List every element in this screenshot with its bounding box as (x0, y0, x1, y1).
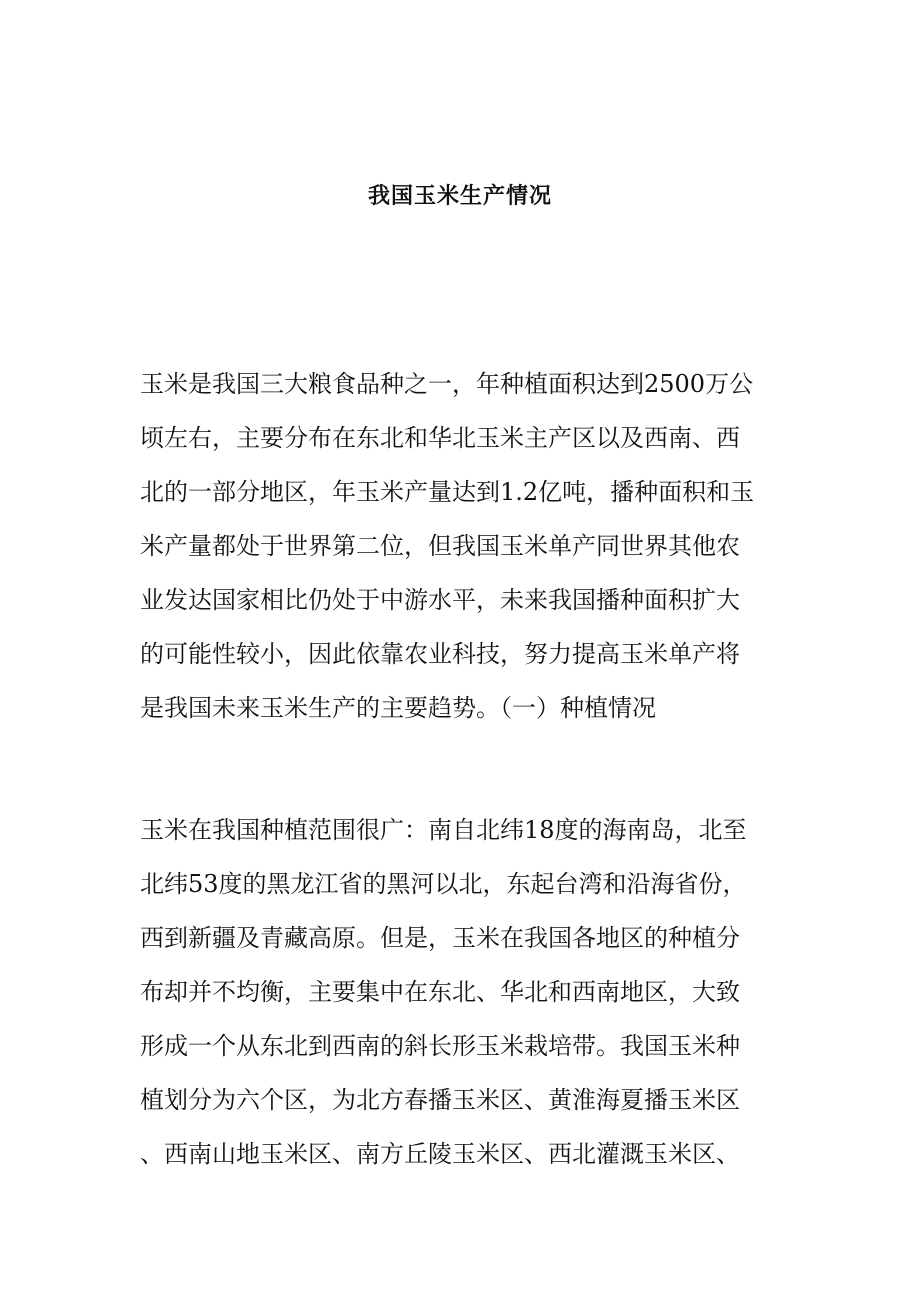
paragraph-line: 玉米在我国种植范围很广：南自北纬18度的海南岛，北至 (140, 816, 747, 844)
document-title: 我国玉米生产情况 (367, 183, 552, 209)
paragraph-line: 业发达国家相比仍处于中游水平，未来我国播种面积扩大 (140, 586, 740, 614)
paragraph-line: 是我国未来玉米生产的主要趋势。（一）种植情况 (140, 694, 656, 722)
paragraph-line: 植划分为六个区，为北方春播玉米区、黄淮海夏播玉米区 (140, 1086, 740, 1114)
paragraph-line: 顷左右，主要分布在东北和华北玉米主产区以及西南、西 (140, 424, 740, 452)
paragraph-line: 玉米是我国三大粮食品种之一，年种植面积达到2500万公 (140, 370, 754, 398)
paragraph-2 (140, 803, 780, 1181)
paragraph-line: 的可能性较小，因此依靠农业科技，努力提高玉米单产将 (140, 640, 740, 668)
paragraph-line: 西到新疆及青藏高原。但是，玉米在我国各地区的种植分 (140, 924, 740, 952)
paragraph-line: 北纬53度的黑龙江省的黑河以北，东起台湾和沿海省份， (140, 870, 747, 898)
paragraph-1 (140, 357, 780, 735)
paragraph-line: 米产量都处于世界第二位，但我国玉米单产同世界其他农 (140, 532, 740, 560)
paragraph-line: 布却并不均衡，主要集中在东北、华北和西南地区，大致 (140, 978, 740, 1006)
paragraph-line: 北的一部分地区，年玉米产量达到1.2亿吨，播种面积和玉 (140, 478, 755, 506)
paragraph-line: 、西南山地玉米区、南方丘陵玉米区、西北灌溉玉米区、 (140, 1140, 740, 1168)
paragraph-line: 形成一个从东北到西南的斜长形玉米栽培带。我国玉米种 (140, 1032, 740, 1060)
